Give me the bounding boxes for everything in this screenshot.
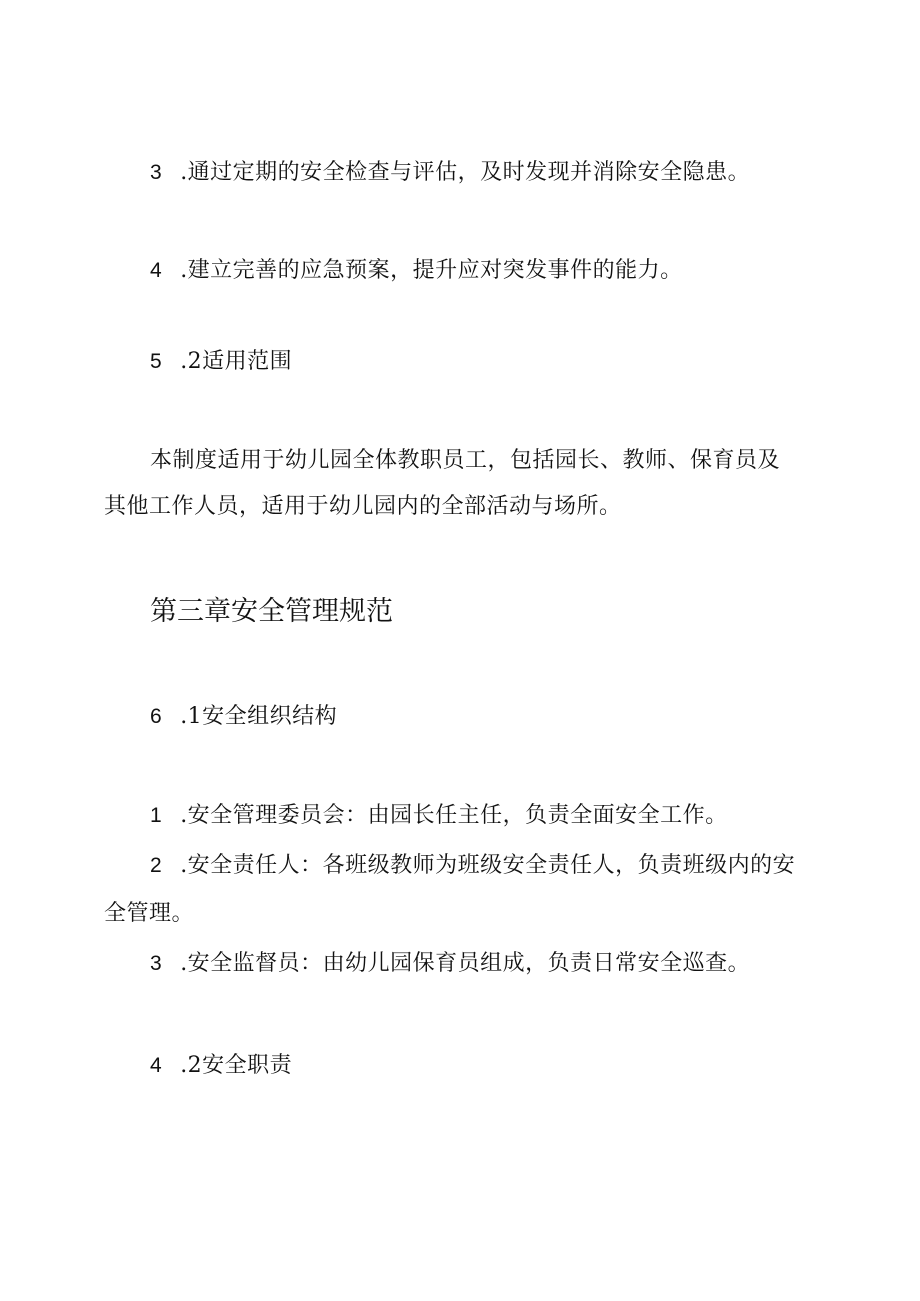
item-number: 6 [150,705,163,728]
item-text: .安全管理委员会：由园长任主任，负责全面安全工作。 [180,803,728,828]
item-number: 4 [150,259,163,282]
item-number: 1 [150,804,163,827]
list-item [150,158,750,188]
scope-paragraph-line-1: 本制度适用于幼儿园全体教职员工，包括园长、教师、保育员及 [150,448,781,473]
item-number: 5 [150,350,163,373]
item-text: .建立完善的应急预案，提升应对突发事件的能力。 [180,258,683,283]
item-text: .安全监督员：由幼儿园保育员组成，负责日常安全巡查。 [180,951,751,976]
item-number: 4 [150,1054,163,1077]
section-heading [150,1051,292,1081]
item-number: 3 [150,161,163,184]
item-text: .安全责任人：各班级教师为班级安全责任人，负责班级内的安 [180,853,796,878]
section-heading [150,347,292,377]
item-text: .通过定期的安全检查与评估，及时发现并消除安全隐患。 [180,160,751,185]
chapter-heading: 第三章安全管理规范 [150,596,393,627]
list-item [150,801,728,831]
item-text: .1安全组织结构 [180,704,338,729]
item-text: .2适用范围 [180,349,293,374]
list-item [150,256,683,286]
item-number: 3 [150,952,163,975]
item-text: .2安全职责 [180,1053,293,1078]
item-number: 2 [150,854,163,877]
scope-paragraph-line-2: 其他工作人员，适用于幼儿园内的全部活动与场所。 [104,494,622,519]
list-item [150,949,750,979]
list-item [150,851,795,881]
section-heading [150,702,337,732]
list-item-continuation: 全管理。 [104,901,195,926]
